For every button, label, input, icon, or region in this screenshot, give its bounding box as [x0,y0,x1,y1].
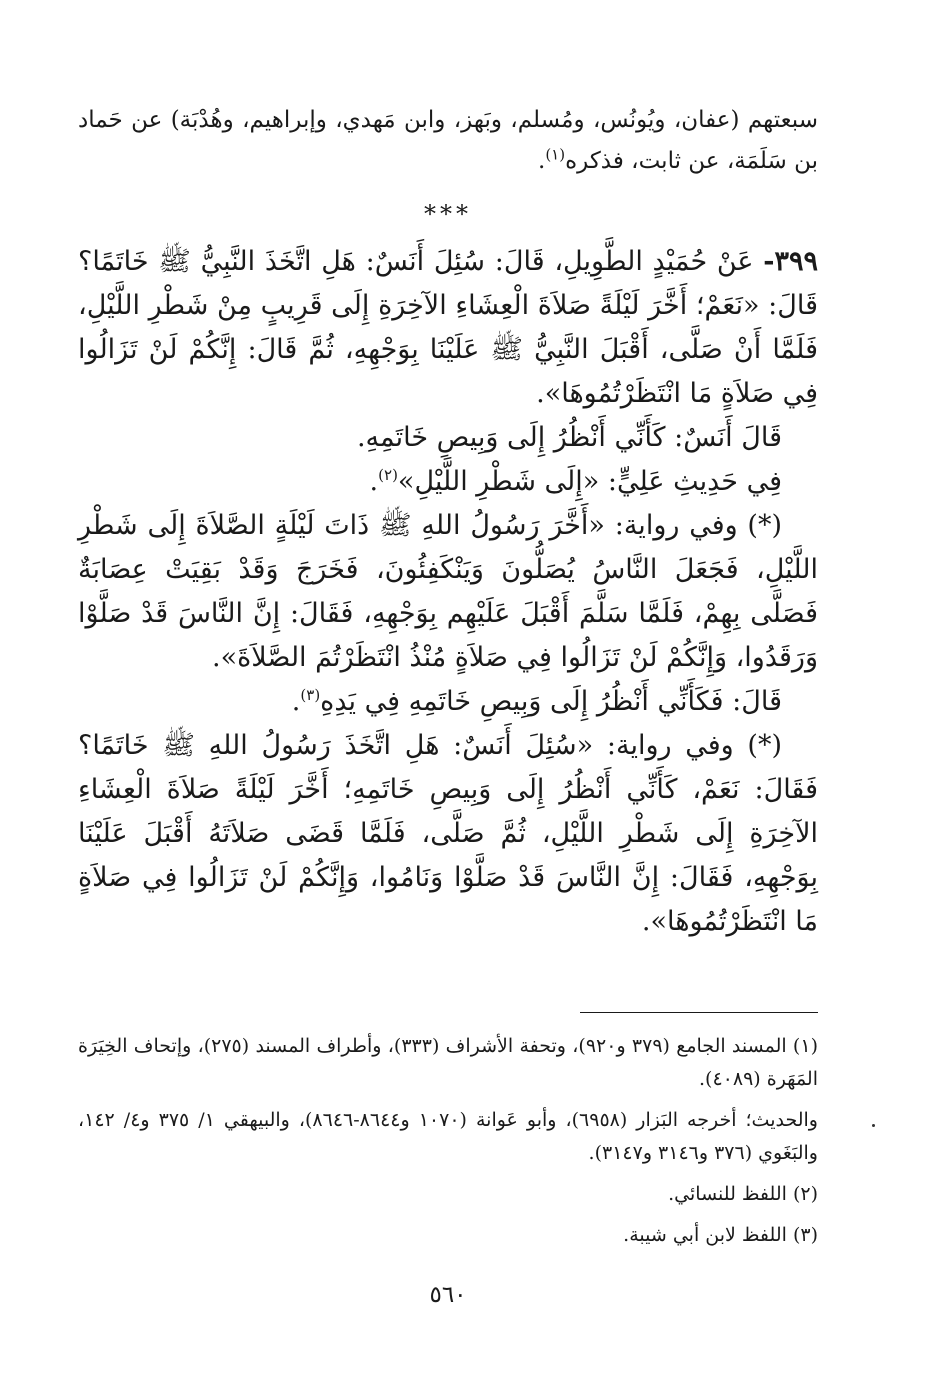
footnote-ref-2[interactable]: (٢) [378,466,398,484]
riwaya-1-statement-tail: . [291,686,301,717]
footnote-1: (١) المسند الجامع (٣٧٩ و٩٢٠)، وتحفة الأشراف (٣٣٣)، وأطراف المسند (٢٧٥)، وإتحاف الخِيَرَة المَهَرة (٤٠٨٩). [78,1035,818,1090]
ali-version-text: فِي حَدِيثِ عَلِيٍّ: «إِلَى شَطْرِ اللَّيْلِ» [397,466,782,497]
hadith-opening [78,240,818,416]
riwaya-1: (*) وفي رواية: «أَخَّرَ رَسُولُ اللهِ ﷺ ذَاتَ لَيْلَةٍ الصَّلاَةَ إِلَى شَطْرِ اللَّيْلِ، فَجَعَلَ النَّاسُ يُصَلُّونَ وَيَنْكَفِئُونَ، فَخَرَجَ وَقَدْ بَقِيَتْ عِصَابَةٌ فَصَلَّى بِهِمْ، فَلَمَّا سَلَّمَ أَقْبَلَ عَلَيْهِم بِوَجْهِهِ، فَقَالَ: إِنَّ النَّاسَ قَدْ صَلَّوْا وَرَقَدُوا، وَإِنَّكُمْ لَنْ تَزَالُوا فِي صَلاَةٍ مُنْذُ انْتَظَرْتُمَ الصَّلاَةَ». [78,510,818,673]
riwaya-1-statement-text: قَالَ: فَكَأَنِّي أَنْظُرُ إِلَى وَبِيصِ خَاتَمِهِ فِي يَدِهِ [320,686,782,717]
footnote-1-continued: والحديث؛ أخرجه البَزار (٦٩٥٨)، وأبو عَوانة (١٠٧٠ و٨٦٤٤-٨٦٤٦)، والبيهقي ١/ ٣٧٥ و٤/ ١٤٢، والبَغَوي (٣٧٦ و٣١٤٦ و٣١٤٧). [78,1109,818,1164]
riwaya-1-statement [78,680,818,724]
footnotes [78,1030,818,1260]
anas-statement: قَالَ أَنَسٌ: كَأَنِّي أَنْظُرُ إِلَى وَبِيصِ خَاتَمِهِ. [356,422,782,453]
intro-text: سبعتهم (عفان، ويُونُس، ومُسلم، وبَهز، وابن مَهدي، وإبراهيم، وهُدْبَة) عن حَماد بن سَلَمَة، عن ثابت، فذكره [78,107,818,174]
ali-version [78,460,818,504]
footnote-ref-1[interactable]: (١) [545,145,566,164]
footnote-divider [580,1012,818,1013]
page-number: ٥٦٠ [429,1282,467,1308]
intro-paragraph [78,100,818,182]
hadith-number: ٣٩٩- [763,246,818,277]
footnote-ref-3[interactable]: (٣) [300,686,321,704]
ali-version-tail: . [369,466,379,497]
riwaya-2: (*) وفي رواية: «سُئِلَ أَنَسٌ: هَلِ اتَّخَذَ رَسُولُ اللهِ ﷺ خَاتَمًا؟ فَقَالَ: نَعَمْ، كَأَنِّي أَنْظُرُ إِلَى وَبِيصِ خَاتَمِهِ؛ أَخَّرَ لَيْلَةً صَلاَةَ الْعِشَاءِ الآخِرَةِ إِلَى شَطْرِ اللَّيْلِ، ثُمَّ صَلَّى، فَلَمَّا قَضَى صَلاَتَهُ أَقْبَلَ عَلَيْنَا بِوَجْهِهِ، فَقَالَ: إِنَّ النَّاسَ قَدْ صَلَّوْا وَنَامُوا، وَإِنَّكُمْ لَنْ تَزَالُوا فِي صَلاَةٍ مَا انْتَظَرْتُمُوهَا». [78,730,818,937]
hadith-opening-text: عَنْ حُمَيْدٍ الطَّوِيلِ، قَالَ: سُئِلَ أَنَسٌ: هَلِ اتَّخَذَ النَّبِيُّ ﷺ خَاتَمًا؟ قَالَ: «نَعَمْ؛ أَخَّرَ لَيْلَةً صَلاَةَ الْعِشَاءِ الآخِرَةِ إِلَى قَرِيبٍ مِنْ شَطْرِ اللَّيْلِ، فَلَمَّا أَنْ صَلَّى، أَقْبَلَ النَّبِيُّ ﷺ عَلَيْنَا بِوَجْهِهِ، ثُمَّ قَالَ: إِنَّكُمْ لَنْ تَزَالُوا فِي صَلاَةٍ مَا انْتَظَرْتُمُوهَا». [78,246,818,409]
book-page [78,100,818,1360]
footnote-3: (٣) اللفظ لابن أبي شيبة. [623,1224,818,1246]
section-separator: *** [424,200,472,228]
footnote-2: (٢) اللفظ للنسائي. [668,1183,818,1205]
margin-dot [872,1124,875,1127]
intro-tail: . [538,148,546,174]
